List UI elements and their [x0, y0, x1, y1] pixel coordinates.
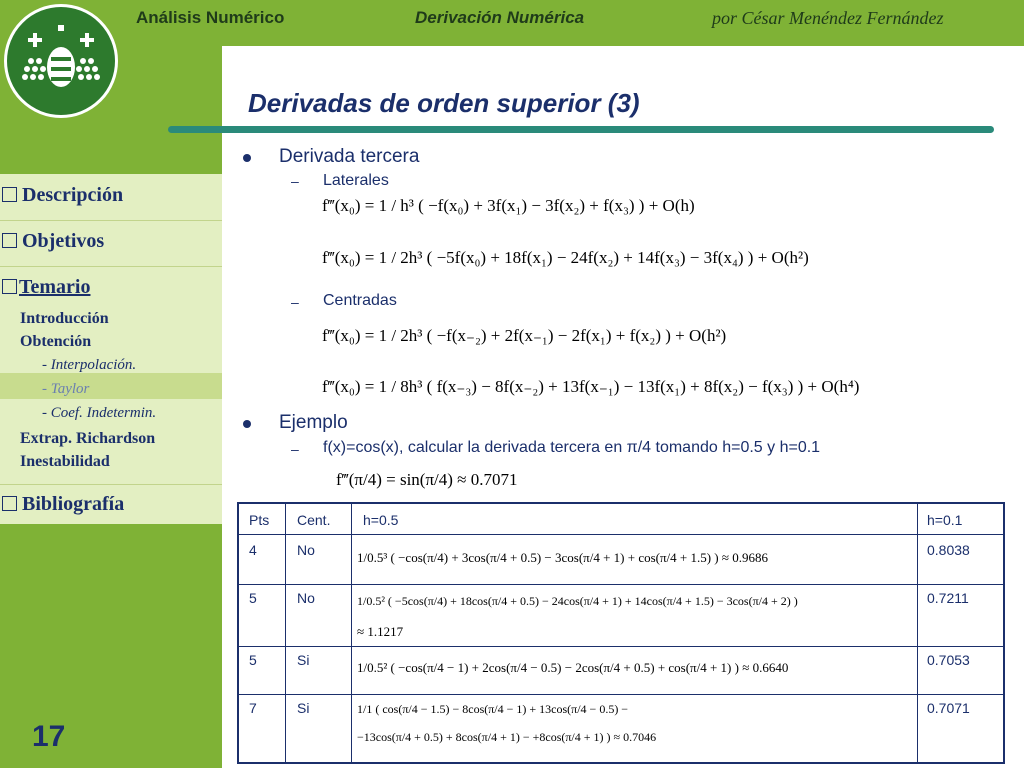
nav-obtencion[interactable]: Obtención	[20, 333, 92, 350]
folder-icon	[2, 187, 17, 202]
university-logo	[4, 4, 118, 118]
table-cell-cent: No	[297, 590, 315, 606]
bullet-dot	[243, 420, 251, 428]
title-underline	[168, 126, 994, 133]
folder-icon	[2, 233, 17, 248]
nav-current-highlight	[0, 373, 222, 399]
table-cell-pts: 7	[249, 700, 257, 716]
table-cell-pts: 5	[249, 652, 257, 668]
nav-introduccion[interactable]: Introducción	[20, 310, 109, 327]
formula-centrada-1: f‴(x₀) = 1 / 2h³ ( −f(x₋₂) + 2f(x₋₁) − 2f(x₁) + f(x₂) ) + O(h²)	[322, 326, 727, 345]
table-cell-cent: No	[297, 542, 315, 558]
formula-centrada-2: f‴(x₀) = 1 / 8h³ ( f(x₋₃) − 8f(x₋₂) + 13f(x₋₁) − 13f(x₁) + 8f(x₂) − f(x₃) ) + O(h⁴)	[322, 377, 860, 396]
table-cell-h01: 0.7071	[927, 700, 970, 716]
sub-laterales: Laterales	[323, 172, 389, 189]
nav-interpolacion[interactable]: - Interpolación.	[42, 357, 137, 373]
header-topic: Derivación Numérica	[415, 8, 585, 27]
table-cell-pts: 5	[249, 590, 257, 606]
sub-centradas: Centradas	[323, 292, 397, 309]
formula-lateral-2: f‴(x₀) = 1 / 2h³ ( −5f(x₀) + 18f(x₁) − 24f(x₂) + 14f(x₃) − 3f(x₄) ) + O(h²)	[322, 248, 809, 267]
folder-icon	[2, 496, 17, 511]
header-author: por César Menéndez Fernández	[712, 8, 944, 28]
table-cell-formula: 1/0.5³ ( −cos(π/4) + 3cos(π/4 + 0.5) − 3cos(π/4 + 1) + cos(π/4 + 1.5) ) ≈ 0.9686	[357, 550, 769, 565]
nav-inestabilidad[interactable]: Inestabilidad	[20, 453, 110, 470]
nav-extrap-richardson[interactable]: Extrap. Richardson	[20, 430, 156, 447]
table-cell-pts: 4	[249, 542, 257, 558]
table-header-h01: h=0.1	[927, 512, 963, 528]
table-header-pts: Pts	[249, 512, 270, 528]
header-course: Análisis Numérico	[136, 8, 285, 27]
table-header-cent: Cent.	[297, 512, 331, 528]
results-table	[237, 502, 1005, 764]
table-cell-formula-result: ≈ 1.1217	[357, 624, 404, 639]
formula-example: f‴(π/4) = sin(π/4) ≈ 0.7071	[336, 470, 518, 489]
nav-bibliografia[interactable]: Bibliografía	[2, 493, 124, 516]
nav-separator	[0, 220, 222, 221]
table-header-h05: h=0.5	[363, 512, 399, 528]
formula-lateral-1: f‴(x₀) = 1 / h³ ( −f(x₀) + 3f(x₁) − 3f(x₂) + f(x₃) ) + O(h)	[322, 196, 695, 215]
table-cell-formula: 1/0.5² ( −5cos(π/4) + 18cos(π/4 + 0.5) − 24cos(π/4 + 1) + 14cos(π/4 + 1.5) − 3cos(π/4 + 2) )	[357, 594, 798, 608]
nav-coef-indetermin[interactable]: - Coef. Indetermin.	[42, 405, 157, 421]
bullet-ejemplo: Ejemplo	[279, 412, 348, 433]
table-cell-cent: Si	[297, 652, 310, 668]
table-cell-formula: 1/1 ( cos(π/4 − 1.5) − 8cos(π/4 − 1) + 13cos(π/4 − 0.5) −	[357, 702, 629, 716]
open-folder-icon	[2, 279, 17, 294]
table-cell-h01: 0.8038	[927, 542, 970, 558]
table-cell-h01: 0.7053	[927, 652, 970, 668]
dash-marker: –	[291, 173, 299, 189]
table-cell-cent: Si	[297, 700, 310, 716]
nav-objetivos[interactable]: Objetivos	[2, 230, 104, 253]
nav-taylor[interactable]: - Taylor	[42, 381, 90, 397]
nav-separator	[0, 266, 222, 267]
bullet-dot	[243, 154, 251, 162]
nav-descripcion[interactable]: Descripción	[2, 184, 123, 207]
slide-title: Derivadas de orden superior (3)	[248, 88, 640, 118]
dash-marker: –	[291, 294, 299, 310]
dash-marker: –	[291, 441, 299, 457]
table-cell-h01: 0.7211	[927, 590, 969, 606]
nav-temario[interactable]: Temario	[2, 276, 90, 299]
bullet-derivada-tercera: Derivada tercera	[279, 146, 420, 167]
nav-separator	[0, 484, 222, 485]
table-cell-formula: 1/0.5² ( −cos(π/4 − 1) + 2cos(π/4 − 0.5) − 2cos(π/4 + 0.5) + cos(π/4 + 1) ) ≈ 0.6640	[357, 660, 789, 675]
example-text: f(x)=cos(x), calcular la derivada tercera en π/4 tomando h=0.5 y h=0.1	[323, 439, 821, 456]
logo-emblem-icon	[7, 7, 115, 115]
page-number: 17	[32, 720, 66, 753]
table-cell-formula-line2: −13cos(π/4 + 0.5) + 8cos(π/4 + 1) − +8cos(π/4 + 1) ) ≈ 0.7046	[357, 730, 657, 744]
